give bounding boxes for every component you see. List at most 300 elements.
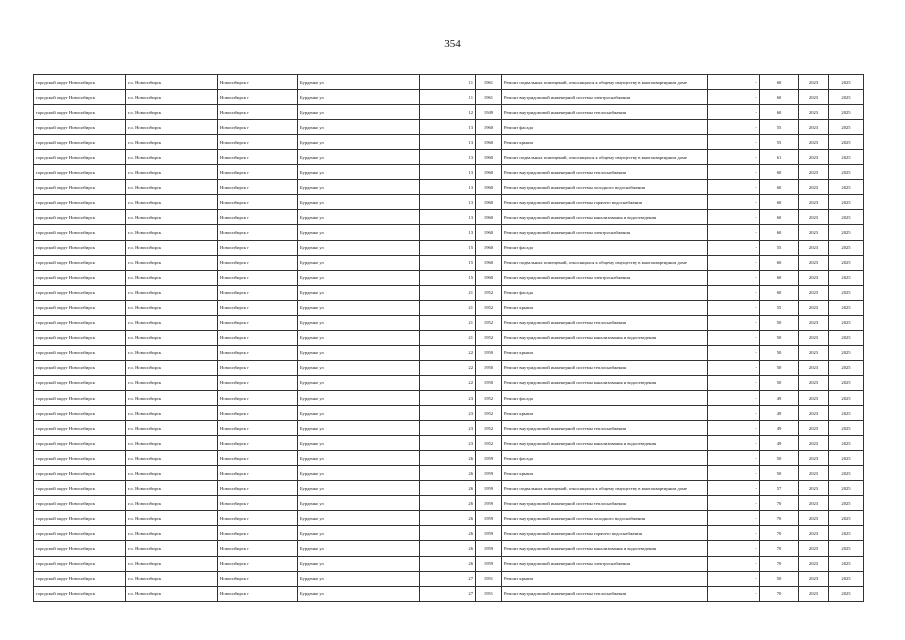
build-year-cell: 1950 — [476, 375, 502, 390]
street-cell: Бурденко ул — [298, 150, 420, 165]
end-year-cell: 2025 — [829, 496, 864, 511]
municipality-cell: городской округ Новосибирск — [34, 255, 126, 270]
street-cell: Бурденко ул — [298, 255, 420, 270]
value-cell: 60 — [760, 255, 799, 270]
end-year-cell: 2025 — [829, 105, 864, 120]
district-cell: г.о. Новосибирск — [126, 556, 218, 571]
dash-cell: - — [708, 300, 760, 315]
dash-cell: - — [708, 481, 760, 496]
dash-cell: - — [708, 390, 760, 405]
value-cell: 60 — [760, 75, 799, 90]
start-year-cell: 2023 — [799, 330, 829, 345]
start-year-cell: 2023 — [799, 451, 829, 466]
end-year-cell: 2025 — [829, 466, 864, 481]
end-year-cell: 2025 — [829, 586, 864, 601]
dash-cell: - — [708, 330, 760, 345]
end-year-cell: 2025 — [829, 571, 864, 586]
dash-cell: - — [708, 270, 760, 285]
work-type-cell: Ремонт внутридомовой инженерной системы теплоснабжения — [502, 105, 708, 120]
page-number: 354 — [444, 38, 461, 50]
street-cell: Бурденко ул — [298, 120, 420, 135]
house-number-cell: 22 — [420, 360, 476, 375]
house-number-cell: 22 — [420, 375, 476, 390]
city-cell: Новосибирск г — [218, 285, 298, 300]
build-year-cell: 1959 — [476, 556, 502, 571]
table-body — [34, 75, 864, 602]
build-year-cell: 1952 — [476, 406, 502, 421]
table-row — [34, 195, 864, 210]
table-row — [34, 180, 864, 195]
build-year-cell: 1952 — [476, 390, 502, 405]
table-row — [34, 571, 864, 586]
work-type-cell: Ремонт крыши — [502, 571, 708, 586]
city-cell: Новосибирск г — [218, 375, 298, 390]
start-year-cell: 2023 — [799, 406, 829, 421]
table-row — [34, 75, 864, 90]
municipality-cell: городской округ Новосибирск — [34, 541, 126, 556]
value-cell: 49 — [760, 406, 799, 421]
end-year-cell: 2025 — [829, 481, 864, 496]
street-cell: Бурденко ул — [298, 586, 420, 601]
district-cell: г.о. Новосибирск — [126, 390, 218, 405]
municipality-cell: городской округ Новосибирск — [34, 285, 126, 300]
district-cell: г.о. Новосибирск — [126, 255, 218, 270]
house-number-cell: 27 — [420, 586, 476, 601]
street-cell: Бурденко ул — [298, 330, 420, 345]
municipality-cell: городской округ Новосибирск — [34, 586, 126, 601]
build-year-cell: 1960 — [476, 195, 502, 210]
district-cell: г.о. Новосибирск — [126, 541, 218, 556]
work-type-cell: Ремонт внутридомовой инженерной системы канализования и водоотведения — [502, 210, 708, 225]
start-year-cell: 2023 — [799, 466, 829, 481]
value-cell: 70 — [760, 586, 799, 601]
municipality-cell: городской округ Новосибирск — [34, 421, 126, 436]
build-year-cell: 1950 — [476, 360, 502, 375]
city-cell: Новосибирск г — [218, 135, 298, 150]
municipality-cell: городской округ Новосибирск — [34, 360, 126, 375]
build-year-cell: 1960 — [476, 270, 502, 285]
work-type-cell: Ремонт крыши — [502, 300, 708, 315]
value-cell: 70 — [760, 511, 799, 526]
value-cell: 50 — [760, 466, 799, 481]
work-type-cell: Ремонт внутридомовой инженерной системы горячего водоснабжения — [502, 526, 708, 541]
end-year-cell: 2025 — [829, 556, 864, 571]
street-cell: Бурденко ул — [298, 195, 420, 210]
house-number-cell: 27 — [420, 571, 476, 586]
dash-cell: - — [708, 105, 760, 120]
district-cell: г.о. Новосибирск — [126, 225, 218, 240]
table-row — [34, 511, 864, 526]
value-cell: 60 — [760, 210, 799, 225]
house-number-cell: 21 — [420, 330, 476, 345]
dash-cell: - — [708, 195, 760, 210]
district-cell: г.о. Новосибирск — [126, 315, 218, 330]
street-cell: Бурденко ул — [298, 75, 420, 90]
dash-cell: - — [708, 120, 760, 135]
street-cell: Бурденко ул — [298, 511, 420, 526]
municipality-cell: городской округ Новосибирск — [34, 556, 126, 571]
end-year-cell: 2025 — [829, 300, 864, 315]
end-year-cell: 2025 — [829, 541, 864, 556]
work-type-cell: Ремонт подвальных помещений, относящихся к общему имуществу в многоквартирном доме — [502, 481, 708, 496]
street-cell: Бурденко ул — [298, 526, 420, 541]
value-cell: 57 — [760, 481, 799, 496]
street-cell: Бурденко ул — [298, 466, 420, 481]
start-year-cell: 2023 — [799, 240, 829, 255]
city-cell: Новосибирск г — [218, 496, 298, 511]
value-cell: 61 — [760, 150, 799, 165]
work-type-cell: Ремонт подвальных помещений, относящихся к общему имуществу в многоквартирном доме — [502, 150, 708, 165]
street-cell: Бурденко ул — [298, 556, 420, 571]
dash-cell: - — [708, 360, 760, 375]
work-type-cell: Ремонт фасада — [502, 240, 708, 255]
city-cell: Новосибирск г — [218, 255, 298, 270]
district-cell: г.о. Новосибирск — [126, 75, 218, 90]
work-type-cell: Ремонт внутридомовой инженерной системы канализования и водоотведения — [502, 330, 708, 345]
dash-cell: - — [708, 75, 760, 90]
value-cell: 50 — [760, 330, 799, 345]
end-year-cell: 2025 — [829, 436, 864, 451]
house-number-cell: 13 — [420, 120, 476, 135]
municipality-cell: городской округ Новосибирск — [34, 406, 126, 421]
value-cell: 60 — [760, 90, 799, 105]
municipality-cell: городской округ Новосибирск — [34, 451, 126, 466]
work-type-cell: Ремонт внутридомовой инженерной системы теплоснабжения — [502, 315, 708, 330]
table-row — [34, 345, 864, 360]
district-cell: г.о. Новосибирск — [126, 210, 218, 225]
street-cell: Бурденко ул — [298, 165, 420, 180]
city-cell: Новосибирск г — [218, 571, 298, 586]
street-cell: Бурденко ул — [298, 225, 420, 240]
end-year-cell: 2025 — [829, 360, 864, 375]
table-row — [34, 165, 864, 180]
city-cell: Новосибирск г — [218, 511, 298, 526]
end-year-cell: 2025 — [829, 135, 864, 150]
house-number-cell: 23 — [420, 390, 476, 405]
house-number-cell: 13 — [420, 180, 476, 195]
district-cell: г.о. Новосибирск — [126, 375, 218, 390]
table-row — [34, 390, 864, 405]
work-type-cell: Ремонт внутридомовой инженерной системы электроснабжения — [502, 90, 708, 105]
street-cell: Бурденко ул — [298, 436, 420, 451]
street-cell: Бурденко ул — [298, 571, 420, 586]
house-number-cell: 13 — [420, 225, 476, 240]
work-type-cell: Ремонт фасада — [502, 451, 708, 466]
end-year-cell: 2025 — [829, 270, 864, 285]
value-cell: 60 — [760, 165, 799, 180]
street-cell: Бурденко ул — [298, 135, 420, 150]
city-cell: Новосибирск г — [218, 105, 298, 120]
table-row — [34, 421, 864, 436]
table-row — [34, 135, 864, 150]
house-number-cell: 13 — [420, 165, 476, 180]
district-cell: г.о. Новосибирск — [126, 345, 218, 360]
work-type-cell: Ремонт внутридомовой инженерной системы теплоснабжения — [502, 360, 708, 375]
work-type-cell: Ремонт внутридомовой инженерной системы канализования и водоотведения — [502, 375, 708, 390]
street-cell: Бурденко ул — [298, 375, 420, 390]
build-year-cell: 1961 — [476, 75, 502, 90]
city-cell: Новосибирск г — [218, 360, 298, 375]
district-cell: г.о. Новосибирск — [126, 105, 218, 120]
municipality-cell: городской округ Новосибирск — [34, 496, 126, 511]
value-cell: 55 — [760, 240, 799, 255]
build-year-cell: 1960 — [476, 135, 502, 150]
district-cell: г.о. Новосибирск — [126, 150, 218, 165]
city-cell: Новосибирск г — [218, 406, 298, 421]
work-type-cell: Ремонт внутридомовой инженерной системы холодного водоснабжения — [502, 511, 708, 526]
work-type-cell: Ремонт внутридомовой инженерной системы электроснабжения — [502, 225, 708, 240]
start-year-cell: 2023 — [799, 375, 829, 390]
value-cell: 50 — [760, 375, 799, 390]
work-type-cell: Ремонт внутридомовой инженерной системы канализования и водоотведения — [502, 436, 708, 451]
work-type-cell: Ремонт внутридомовой инженерной системы электроснабжения — [502, 270, 708, 285]
municipality-cell: городской округ Новосибирск — [34, 75, 126, 90]
work-type-cell: Ремонт внутридомовой инженерной системы теплоснабжения — [502, 496, 708, 511]
start-year-cell: 2023 — [799, 390, 829, 405]
house-number-cell: 22 — [420, 345, 476, 360]
table-row — [34, 270, 864, 285]
street-cell: Бурденко ул — [298, 210, 420, 225]
city-cell: Новосибирск г — [218, 195, 298, 210]
dash-cell: - — [708, 556, 760, 571]
table-row — [34, 105, 864, 120]
dash-cell: - — [708, 225, 760, 240]
table-row — [34, 330, 864, 345]
city-cell: Новосибирск г — [218, 90, 298, 105]
end-year-cell: 2025 — [829, 406, 864, 421]
dash-cell: - — [708, 375, 760, 390]
dash-cell: - — [708, 466, 760, 481]
district-cell: г.о. Новосибирск — [126, 571, 218, 586]
build-year-cell: 1949 — [476, 105, 502, 120]
value-cell: 60 — [760, 270, 799, 285]
table-row — [34, 526, 864, 541]
municipality-cell: городской округ Новосибирск — [34, 225, 126, 240]
table-row — [34, 285, 864, 300]
dash-cell: - — [708, 210, 760, 225]
work-type-cell: Ремонт подвальных помещений, относящихся к общему имуществу в многоквартирном доме — [502, 255, 708, 270]
start-year-cell: 2023 — [799, 511, 829, 526]
build-year-cell: 1960 — [476, 165, 502, 180]
table-row — [34, 496, 864, 511]
house-number-cell: 11 — [420, 75, 476, 90]
city-cell: Новосибирск г — [218, 210, 298, 225]
build-year-cell: 1952 — [476, 285, 502, 300]
table-row — [34, 556, 864, 571]
house-number-cell: 13 — [420, 150, 476, 165]
start-year-cell: 2023 — [799, 75, 829, 90]
city-cell: Новосибирск г — [218, 436, 298, 451]
district-cell: г.о. Новосибирск — [126, 300, 218, 315]
start-year-cell: 2023 — [799, 135, 829, 150]
district-cell: г.о. Новосибирск — [126, 180, 218, 195]
street-cell: Бурденко ул — [298, 105, 420, 120]
street-cell: Бурденко ул — [298, 240, 420, 255]
house-number-cell: 26 — [420, 511, 476, 526]
house-number-cell: 26 — [420, 451, 476, 466]
value-cell: 50 — [760, 360, 799, 375]
city-cell: Новосибирск г — [218, 180, 298, 195]
city-cell: Новосибирск г — [218, 466, 298, 481]
city-cell: Новосибирск г — [218, 451, 298, 466]
dash-cell: - — [708, 496, 760, 511]
city-cell: Новосибирск г — [218, 345, 298, 360]
end-year-cell: 2025 — [829, 451, 864, 466]
dash-cell: - — [708, 240, 760, 255]
house-number-cell: 23 — [420, 421, 476, 436]
work-type-cell: Ремонт подвальных помещений, относящихся к общему имуществу в многоквартирном доме — [502, 75, 708, 90]
start-year-cell: 2023 — [799, 315, 829, 330]
start-year-cell: 2023 — [799, 195, 829, 210]
table-row — [34, 360, 864, 375]
build-year-cell: 1951 — [476, 586, 502, 601]
start-year-cell: 2023 — [799, 360, 829, 375]
street-cell: Бурденко ул — [298, 90, 420, 105]
dash-cell: - — [708, 285, 760, 300]
end-year-cell: 2025 — [829, 375, 864, 390]
table-row — [34, 150, 864, 165]
start-year-cell: 2023 — [799, 180, 829, 195]
start-year-cell: 2023 — [799, 421, 829, 436]
municipality-cell: городской округ Новосибирск — [34, 90, 126, 105]
build-year-cell: 1959 — [476, 466, 502, 481]
district-cell: г.о. Новосибирск — [126, 285, 218, 300]
house-number-cell: 15 — [420, 240, 476, 255]
build-year-cell: 1952 — [476, 315, 502, 330]
house-number-cell: 23 — [420, 406, 476, 421]
city-cell: Новосибирск г — [218, 315, 298, 330]
table-row — [34, 436, 864, 451]
dash-cell: - — [708, 526, 760, 541]
end-year-cell: 2025 — [829, 210, 864, 225]
value-cell: 60 — [760, 225, 799, 240]
municipality-cell: городской округ Новосибирск — [34, 270, 126, 285]
city-cell: Новосибирск г — [218, 165, 298, 180]
street-cell: Бурденко ул — [298, 300, 420, 315]
street-cell: Бурденко ул — [298, 390, 420, 405]
build-year-cell: 1960 — [476, 210, 502, 225]
build-year-cell: 1951 — [476, 571, 502, 586]
start-year-cell: 2023 — [799, 481, 829, 496]
city-cell: Новосибирск г — [218, 75, 298, 90]
dash-cell: - — [708, 90, 760, 105]
street-cell: Бурденко ул — [298, 481, 420, 496]
house-number-cell: 15 — [420, 270, 476, 285]
value-cell: 55 — [760, 135, 799, 150]
street-cell: Бурденко ул — [298, 421, 420, 436]
district-cell: г.о. Новосибирск — [126, 90, 218, 105]
municipality-cell: городской округ Новосибирск — [34, 135, 126, 150]
house-number-cell: 21 — [420, 285, 476, 300]
municipality-cell: городской округ Новосибирск — [34, 375, 126, 390]
district-cell: г.о. Новосибирск — [126, 406, 218, 421]
table-row — [34, 120, 864, 135]
build-year-cell: 1950 — [476, 345, 502, 360]
municipality-cell: городской округ Новосибирск — [34, 481, 126, 496]
municipality-cell: городской округ Новосибирск — [34, 466, 126, 481]
dash-cell: - — [708, 135, 760, 150]
dash-cell: - — [708, 315, 760, 330]
table-row — [34, 406, 864, 421]
dash-cell: - — [708, 451, 760, 466]
table-row — [34, 541, 864, 556]
municipality-cell: городской округ Новосибирск — [34, 345, 126, 360]
start-year-cell: 2023 — [799, 210, 829, 225]
value-cell: 50 — [760, 315, 799, 330]
table-row — [34, 255, 864, 270]
start-year-cell: 2023 — [799, 90, 829, 105]
end-year-cell: 2025 — [829, 90, 864, 105]
house-number-cell: 15 — [420, 255, 476, 270]
street-cell: Бурденко ул — [298, 541, 420, 556]
build-year-cell: 1952 — [476, 436, 502, 451]
dash-cell: - — [708, 345, 760, 360]
start-year-cell: 2023 — [799, 436, 829, 451]
build-year-cell: 1952 — [476, 330, 502, 345]
house-number-cell: 26 — [420, 556, 476, 571]
municipality-cell: городской округ Новосибирск — [34, 300, 126, 315]
work-type-cell: Ремонт фасада — [502, 285, 708, 300]
table-row — [34, 225, 864, 240]
work-type-cell: Ремонт внутридомовой инженерной системы теплоснабжения — [502, 165, 708, 180]
district-cell: г.о. Новосибирск — [126, 360, 218, 375]
district-cell: г.о. Новосибирск — [126, 451, 218, 466]
dash-cell: - — [708, 150, 760, 165]
city-cell: Новосибирск г — [218, 150, 298, 165]
table-row — [34, 90, 864, 105]
end-year-cell: 2025 — [829, 421, 864, 436]
dash-cell: - — [708, 586, 760, 601]
house-number-cell: 13 — [420, 195, 476, 210]
district-cell: г.о. Новосибирск — [126, 586, 218, 601]
dash-cell: - — [708, 511, 760, 526]
value-cell: 49 — [760, 390, 799, 405]
district-cell: г.о. Новосибирск — [126, 421, 218, 436]
end-year-cell: 2025 — [829, 330, 864, 345]
street-cell: Бурденко ул — [298, 180, 420, 195]
district-cell: г.о. Новосибирск — [126, 526, 218, 541]
city-cell: Новосибирск г — [218, 421, 298, 436]
city-cell: Новосибирск г — [218, 300, 298, 315]
municipality-cell: городской округ Новосибирск — [34, 526, 126, 541]
house-number-cell: 26 — [420, 466, 476, 481]
end-year-cell: 2025 — [829, 180, 864, 195]
district-cell: г.о. Новосибирск — [126, 135, 218, 150]
build-year-cell: 1960 — [476, 240, 502, 255]
end-year-cell: 2025 — [829, 315, 864, 330]
build-year-cell: 1959 — [476, 496, 502, 511]
municipality-cell: городской округ Новосибирск — [34, 105, 126, 120]
value-cell: 55 — [760, 300, 799, 315]
value-cell: 60 — [760, 105, 799, 120]
municipality-cell: городской округ Новосибирск — [34, 165, 126, 180]
start-year-cell: 2023 — [799, 496, 829, 511]
start-year-cell: 2023 — [799, 345, 829, 360]
work-type-cell: Ремонт фасада — [502, 390, 708, 405]
build-year-cell: 1960 — [476, 225, 502, 240]
value-cell: 60 — [760, 180, 799, 195]
build-year-cell: 1952 — [476, 300, 502, 315]
street-cell: Бурденко ул — [298, 496, 420, 511]
work-type-cell: Ремонт крыши — [502, 345, 708, 360]
street-cell: Бурденко ул — [298, 360, 420, 375]
end-year-cell: 2025 — [829, 390, 864, 405]
table-row — [34, 481, 864, 496]
district-cell: г.о. Новосибирск — [126, 511, 218, 526]
work-type-cell: Ремонт крыши — [502, 406, 708, 421]
municipality-cell: городской округ Новосибирск — [34, 150, 126, 165]
dash-cell: - — [708, 255, 760, 270]
